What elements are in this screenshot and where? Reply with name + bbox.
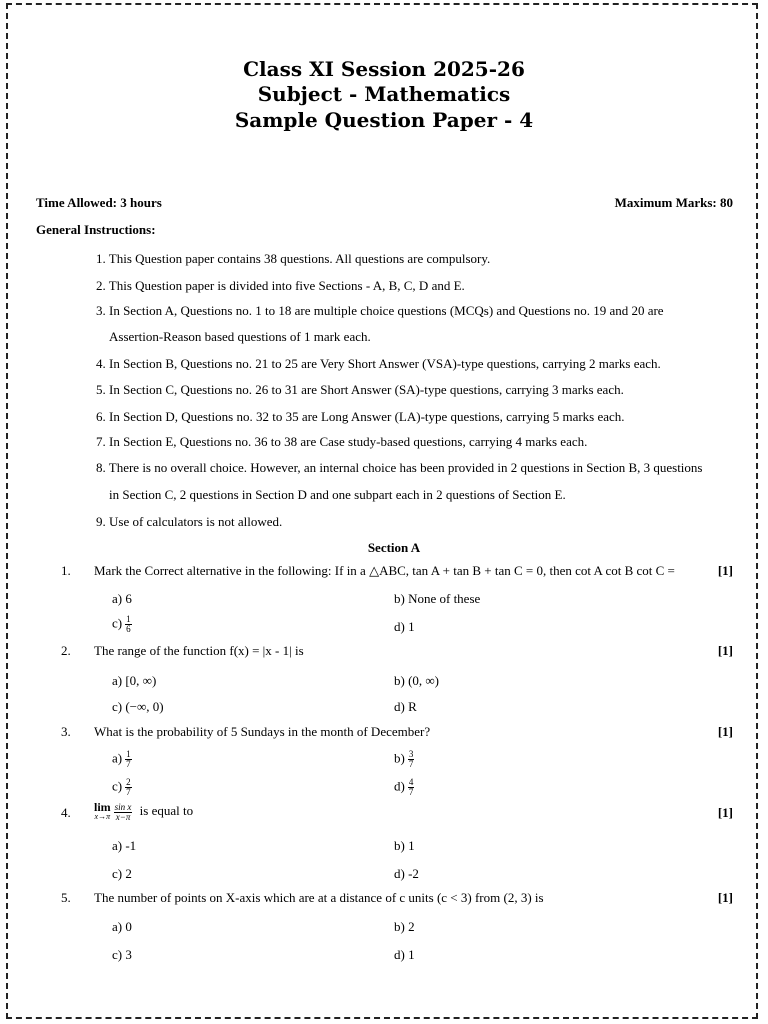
q1-option-c (112, 615, 132, 634)
question-4-label: is equal to (139, 802, 194, 818)
q2-option-c: c) (−∞, 0) (112, 699, 164, 714)
limit-fraction: $\frac{\text{sin x}}{x-\pi}$ (114, 801, 132, 822)
instruction-6: 6. In Section D, Questions no. 32 to 35 are Long Answer (LA)-type questions, carrying 5 marks each. (96, 409, 625, 424)
maximum-marks: Maximum Marks: 80 (614, 195, 733, 210)
q3-option-d-label: d) (394, 778, 405, 794)
q1-option-b: b) None of these (394, 591, 481, 606)
question-2-text: The range of the function f(x) = |x - 1| is (94, 643, 304, 658)
question-1-text: Mark the Correct alternative in the following: If in a △ABC, tan A + tan B + tan C = 0, then cot A cot B cot C = (94, 563, 675, 578)
question-2-number: 2. (61, 643, 71, 658)
question-5-number: 5. (61, 890, 71, 905)
q3-option-d (394, 778, 414, 797)
question-1-marks: [1] (717, 563, 733, 578)
q3-option-a-fraction: $\frac{1}{7}$ (126, 749, 131, 769)
q3-option-a-label: a) (112, 750, 123, 766)
question-4-number: 4. (61, 805, 71, 820)
q1-option-c-fraction: $\frac{1}{6}$ (126, 614, 131, 634)
q2-option-b: b) (0, ∞) (394, 673, 440, 688)
instruction-8: 8. There is no overall choice. However, an internal choice has been provided in 2 questions in Section B, 3 questions (96, 460, 703, 475)
header-subject: Subject - Mathematics (257, 82, 511, 106)
question-3-marks: [1] (717, 724, 733, 739)
time-allowed: Time Allowed: 3 hours (36, 195, 162, 210)
general-instructions-heading: General Instructions: (36, 222, 156, 237)
q1-option-d: d) 1 (394, 619, 415, 634)
limit-expression: lim x→π (94, 800, 111, 821)
question-4-marks: [1] (717, 805, 733, 820)
q3-option-b-fraction: $\frac{3}{7}$ (408, 749, 414, 769)
q2-option-a: a) [0, ∞) (112, 673, 157, 688)
q5-option-b: b) 2 (394, 919, 415, 934)
instruction-5: 5. In Section C, Questions no. 26 to 31 are Short Answer (SA)-type questions, carrying 3 marks each. (96, 382, 624, 397)
instruction-8-cont: in Section C, 2 questions in Section D and one subpart each in 2 questions of Section E. (109, 487, 566, 502)
q5-option-d: d) 1 (394, 947, 415, 962)
q1-option-c-label: c) (112, 615, 123, 631)
q3-option-a (112, 750, 132, 769)
q3-option-b (394, 750, 414, 769)
instruction-1: 1. This Question paper contains 38 questions. All questions are compulsory. (96, 251, 491, 266)
header-paper: Sample Question Paper - 4 (234, 108, 534, 132)
question-5-marks: [1] (717, 890, 733, 905)
instruction-2: 2. This Question paper is divided into five Sections - A, B, C, D and E. (96, 278, 465, 293)
q4-option-a: a) -1 (112, 838, 137, 853)
question-5-text: The number of points on X-axis which are at a distance of c units (c < 3) from (2, 3) is (94, 890, 544, 905)
q3-option-d-fraction: $\frac{4}{7}$ (408, 777, 414, 797)
question-3-number: 3. (61, 724, 71, 739)
q1-option-a: a) 6 (112, 591, 132, 606)
q3-option-b-label: b) (394, 750, 405, 766)
q5-option-a: a) 0 (112, 919, 132, 934)
instruction-3-cont: Assertion-Reason based questions of 1 mark each. (109, 329, 371, 344)
question-4-text (94, 802, 193, 822)
q4-option-b: b) 1 (394, 838, 415, 853)
q3-option-c-fraction: $\frac{2}{7}$ (126, 777, 131, 797)
header-class: Class XI Session 2025-26 (243, 57, 525, 81)
q3-option-c (112, 778, 132, 797)
section-a-heading: Section A (367, 540, 421, 555)
question-2-marks: [1] (717, 643, 733, 658)
question-3-text: What is the probability of 5 Sundays in the month of December? (94, 724, 431, 739)
q2-option-d: d) R (394, 699, 417, 714)
question-1-number: 1. (61, 563, 71, 578)
instruction-7: 7. In Section E, Questions no. 36 to 38 are Case study-based questions, carrying 4 marks each. (96, 434, 588, 449)
q4-option-d: d) -2 (394, 866, 419, 881)
q5-option-c: c) 3 (112, 947, 132, 962)
instruction-3: 3. In Section A, Questions no. 1 to 18 are multiple choice questions (MCQs) and Questions no. 19 and 20 are (96, 303, 664, 318)
q3-option-c-label: c) (112, 778, 123, 794)
q4-option-c: c) 2 (112, 866, 132, 881)
instruction-4: 4. In Section B, Questions no. 21 to 25 are Very Short Answer (VSA)-type questions, carrying 2 marks each. (96, 356, 661, 371)
instruction-9: 9. Use of calculators is not allowed. (96, 514, 283, 529)
